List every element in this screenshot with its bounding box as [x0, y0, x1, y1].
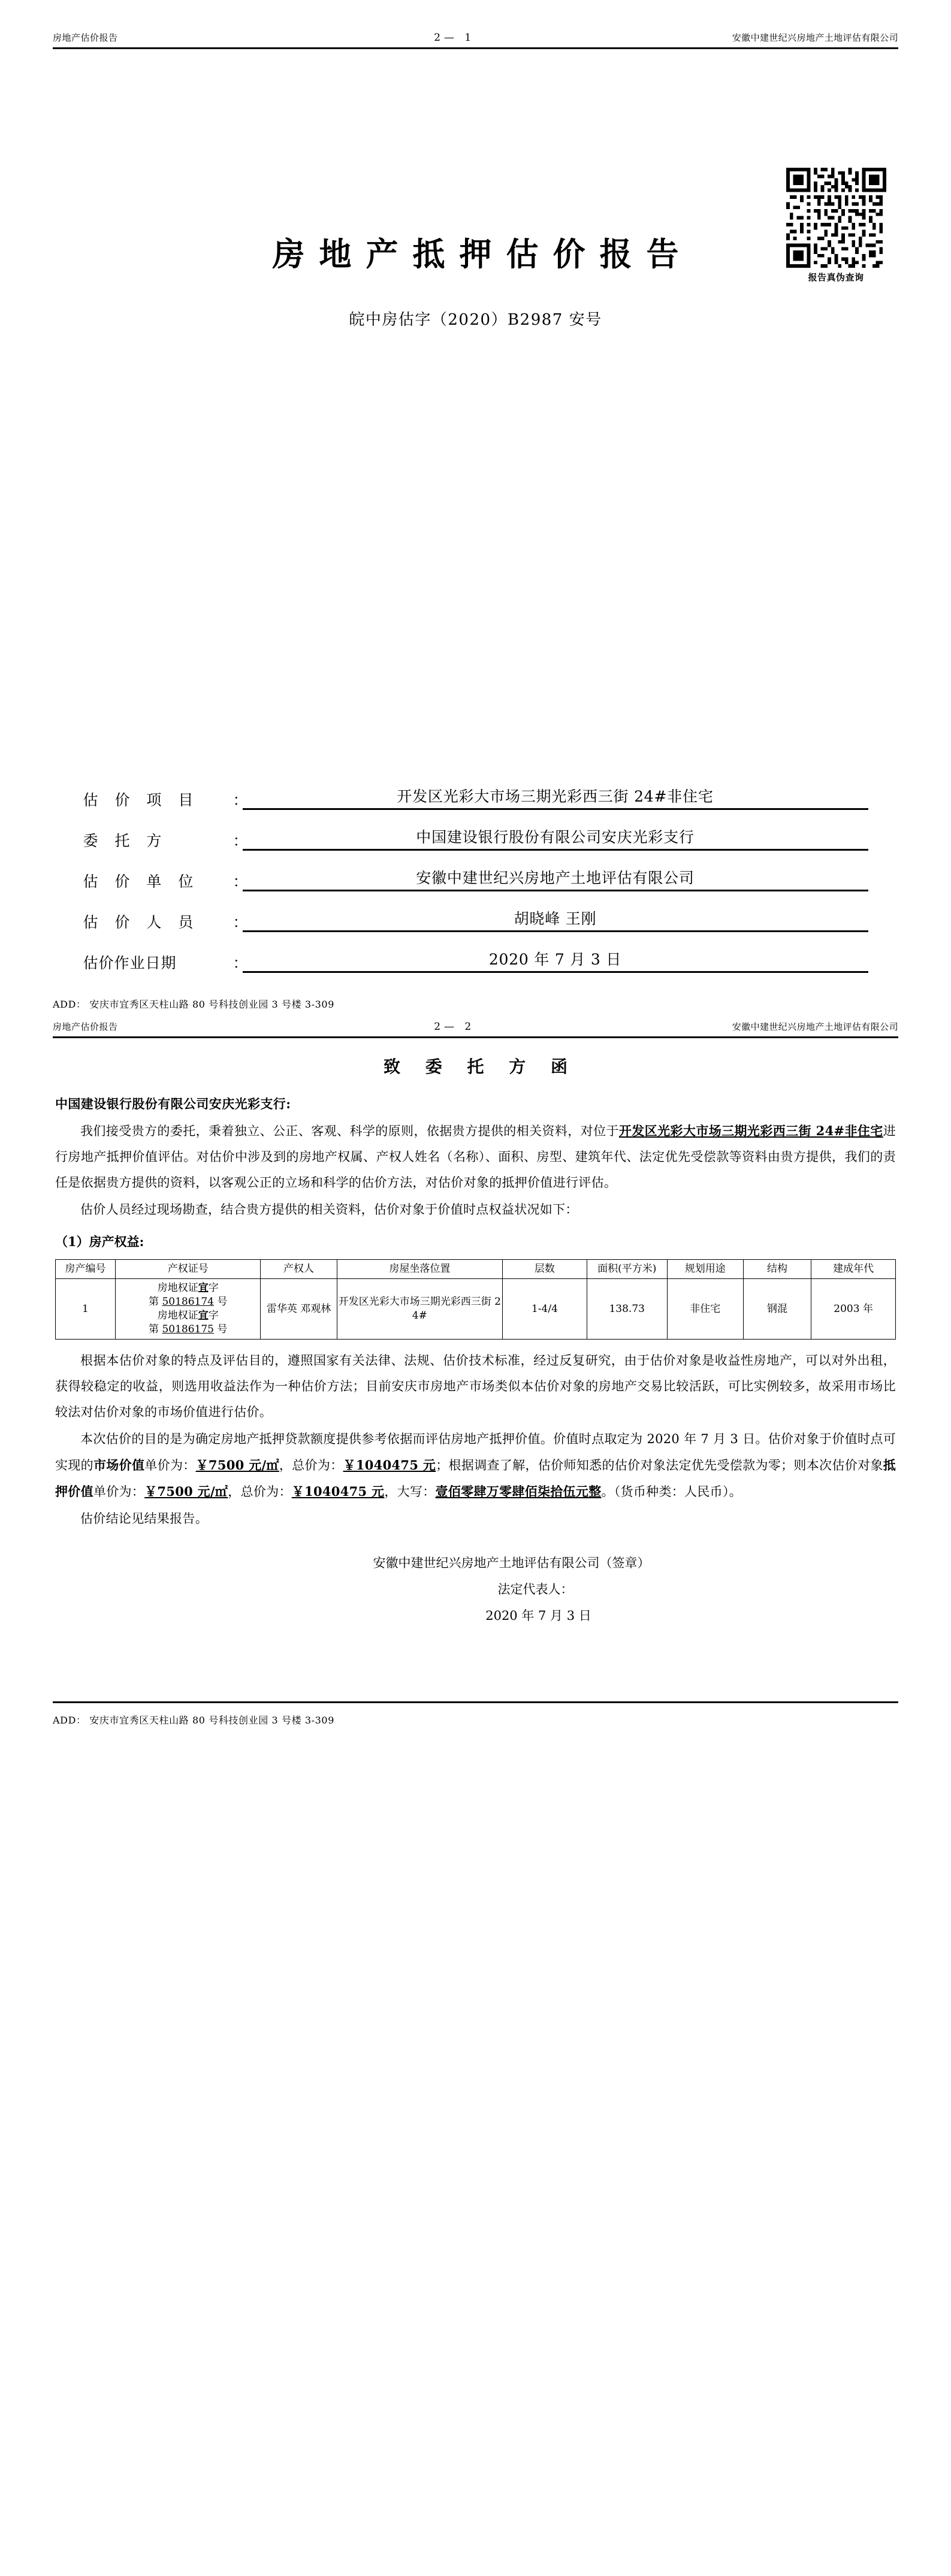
th-property-no: 房产编号: [56, 1260, 116, 1279]
mortgage-total-price: ￥1040475 元: [291, 1484, 385, 1499]
th-year: 建成年代: [811, 1260, 896, 1279]
cover-subtitle: 皖中房估字（2020）B2987 安号: [349, 311, 602, 329]
td-property-no: 1: [56, 1279, 116, 1340]
letter-title: 致 委 托 方 函: [384, 1057, 577, 1077]
field-row-appraisal-date: [83, 948, 868, 973]
capital-amount: 壹佰零肆万零肆佰柒拾伍元整: [435, 1484, 602, 1499]
para4-text-e: 单价为：: [93, 1484, 145, 1499]
cert-l2-u: 50186174: [162, 1296, 214, 1308]
field-label-project: 估 价 项 目: [83, 791, 200, 809]
para4-text-b: 单价为：: [144, 1458, 196, 1473]
cover-title: 房地产抵押估价报告: [272, 235, 693, 273]
property-rights-section-label: （1）房产权益:: [55, 1234, 144, 1250]
running-header-left: 房地产估价报告: [53, 1021, 118, 1032]
table-row: [56, 1279, 896, 1340]
field-row-project: [83, 785, 868, 810]
td-owner: 雷华英 邓观林: [261, 1279, 337, 1340]
field-value-appraisal-date[interactable]: 2020 年 7 月 3 日: [243, 948, 868, 973]
td-usage: 非住宅: [667, 1279, 743, 1340]
field-value-appraisal-firm[interactable]: 安徽中建世纪兴房地产土地评估有限公司: [243, 866, 868, 891]
cert-l1-post: 字: [208, 1282, 219, 1295]
cert-l3-post: 字: [208, 1310, 219, 1322]
cover-address-line: ADD： 安庆市宜秀区天柱山路 80 号科技创业园 3 号楼 3-309: [53, 999, 334, 1010]
signature-date: 2020 年 7 月 3 日: [485, 1609, 591, 1623]
field-colon: ：: [233, 832, 248, 849]
running-header-page-number: 2— 1: [434, 32, 475, 44]
cert-l4-pre: 第: [149, 1323, 162, 1336]
mortgage-value-label: 抵押价值: [55, 1458, 896, 1499]
market-value-label: 市场价值: [93, 1458, 145, 1473]
letter-body: [55, 1091, 896, 1629]
cert-line-4: [117, 1323, 259, 1337]
cert-line-3: [117, 1309, 259, 1323]
bottom-spacer: [0, 1629, 951, 1701]
para1-text-a: 我们接受贵方的委托，秉着独立、公正、客观、科学的原则，依据贵方提供的相关资料，对位于: [80, 1124, 619, 1139]
running-header-page1: [53, 31, 898, 49]
td-cert-no: [115, 1279, 261, 1340]
page2-footer-address: ADD： 安庆市宜秀区天柱山路 80 号科技创业园 3 号楼 3-309: [53, 1701, 898, 1727]
mortgage-unit-price: ￥7500 元/㎡: [144, 1484, 228, 1499]
th-structure: 结构: [743, 1260, 811, 1279]
th-floors: 层数: [503, 1260, 587, 1279]
qr-code-icon[interactable]: [786, 168, 886, 268]
running-header-page2: [53, 1020, 898, 1038]
field-value-appraisers[interactable]: 胡晓峰 王刚: [243, 907, 868, 932]
field-label-client: 委 托 方: [83, 832, 168, 849]
field-label-appraisal-date: 估价作业日期: [83, 954, 177, 972]
field-colon: ：: [233, 873, 248, 890]
field-colon: ：: [233, 791, 248, 809]
th-area: 面积(平方米): [587, 1260, 667, 1279]
th-location: 房屋坐落位置: [337, 1260, 503, 1279]
td-location: 开发区光彩大市场三期光彩西三街 24#: [337, 1279, 503, 1340]
market-total-price: ￥1040475 元: [343, 1458, 436, 1473]
para1-subject-underline: 开发区光彩大市场三期光彩西三街 24#非住宅: [618, 1123, 883, 1139]
td-structure: 钢混: [743, 1279, 811, 1340]
th-usage: 规划用途: [667, 1260, 743, 1279]
field-label-appraisal-firm: 估 价 单 位: [83, 873, 200, 890]
running-header-page-number: 2— 2: [434, 1021, 475, 1033]
qr-code-block: [776, 168, 896, 283]
field-row-appraisal-firm: [83, 866, 868, 891]
letter-paragraph-5: 估价结论见结果报告。: [80, 1511, 208, 1526]
field-value-client[interactable]: 中国建设银行股份有限公司安庆光彩支行: [243, 826, 868, 851]
running-header-right: 安徽中建世纪兴房地产土地评估有限公司: [732, 32, 898, 43]
running-header-right: 安徽中建世纪兴房地产土地评估有限公司: [732, 1021, 898, 1032]
letter-paragraph-2: 估价人员经过现场勘查，结合贵方提供的相关资料，估价对象于价值时点权益状况如下：: [80, 1202, 578, 1217]
field-colon: ：: [233, 914, 248, 931]
signature-company: 安徽中建世纪兴房地产土地评估有限公司（签章）: [373, 1556, 650, 1571]
para4-text-d: ；根据调查了解，估价师知悉的估价对象法定优先受偿款为零；则本次估价对象: [436, 1458, 883, 1473]
cert-line-2: [117, 1295, 259, 1309]
signature-legal-rep: 法定代表人：: [497, 1582, 573, 1597]
field-row-client: [83, 826, 868, 851]
cert-l4-u: 50186175: [162, 1323, 214, 1336]
signature-block: [55, 1550, 896, 1629]
field-row-appraisers: [83, 907, 868, 932]
letter-section: [0, 1011, 951, 1727]
cert-l3-u: 宜: [198, 1310, 209, 1322]
th-cert-no: 产权证号: [115, 1260, 261, 1279]
para4-text-h: 。（货币种类：人民币）。: [601, 1484, 742, 1499]
td-area: 138.73: [587, 1279, 667, 1340]
running-header-left: 房地产估价报告: [53, 32, 118, 43]
market-unit-price: ￥7500 元/㎡: [195, 1458, 279, 1473]
td-year: 2003 年: [811, 1279, 896, 1340]
cert-l3-pre: 房地权证: [157, 1310, 198, 1322]
letter-salutation: 中国建设银行股份有限公司安庆光彩支行:: [55, 1096, 291, 1111]
letter-paragraph-1: [55, 1118, 896, 1196]
field-colon: ：: [233, 954, 248, 972]
cert-l4-post: 号: [213, 1323, 228, 1336]
para1-text-b: 进行房地产抵押价值评估。对估价中涉及到的房地产权属、产权人姓名（名称）、面积、房型、建筑年代、法定优先受偿款等资料由贵方提供，我们的责任是依据贵方提供的资料，以客观公正的立场和科学的估价方法，对估价对象的抵押价值进行评估。: [55, 1124, 896, 1190]
cert-l2-post: 号: [213, 1296, 228, 1308]
letter-paragraph-3: 根据本估价对象的特点及评估目的，遵照国家有关法律、法规、估价技术标准，经过反复研究，由于估价对象是收益性房地产，可以对外出租，获得较稳定的收益，则选用收益法作为一种估价方法；目前安庆市房地产市场类似本估价对象的房地产交易比较活跃，可比实例较多，故采用市场比较法对估价对象的市场价值进行估价。: [55, 1353, 896, 1420]
cert-line-1: [117, 1281, 259, 1295]
field-label-appraisers: 估 价 人 员: [83, 914, 200, 931]
cert-l1-pre: 房地权证: [157, 1282, 198, 1295]
field-value-project[interactable]: 开发区光彩大市场三期光彩西三街 24#非住宅: [243, 785, 868, 810]
th-owner: 产权人: [261, 1260, 337, 1279]
cover-section: [0, 0, 951, 1011]
para4-text-a: 本次估价的目的是为确定房地产抵押贷款额度提供参考依据而评估房地产抵押价值。价值时点取定为 2020 年 7 月 3 日。估价对象于价值时点可实现的: [55, 1432, 896, 1473]
property-rights-table: [55, 1259, 896, 1340]
para4-text-g: ，大写：: [384, 1484, 436, 1499]
cert-l1-u: 宜: [198, 1282, 209, 1295]
qr-code-caption: 报告真伪查询: [808, 272, 864, 283]
table-header-row: [56, 1260, 896, 1279]
letter-paragraph-4: [55, 1426, 896, 1505]
para4-text-f: ，总价为：: [228, 1484, 292, 1499]
cover-fields: [83, 785, 868, 973]
td-floors: 1-4/4: [503, 1279, 587, 1340]
cert-l2-pre: 第: [149, 1296, 162, 1308]
para4-text-c: ，总价为：: [279, 1458, 343, 1473]
